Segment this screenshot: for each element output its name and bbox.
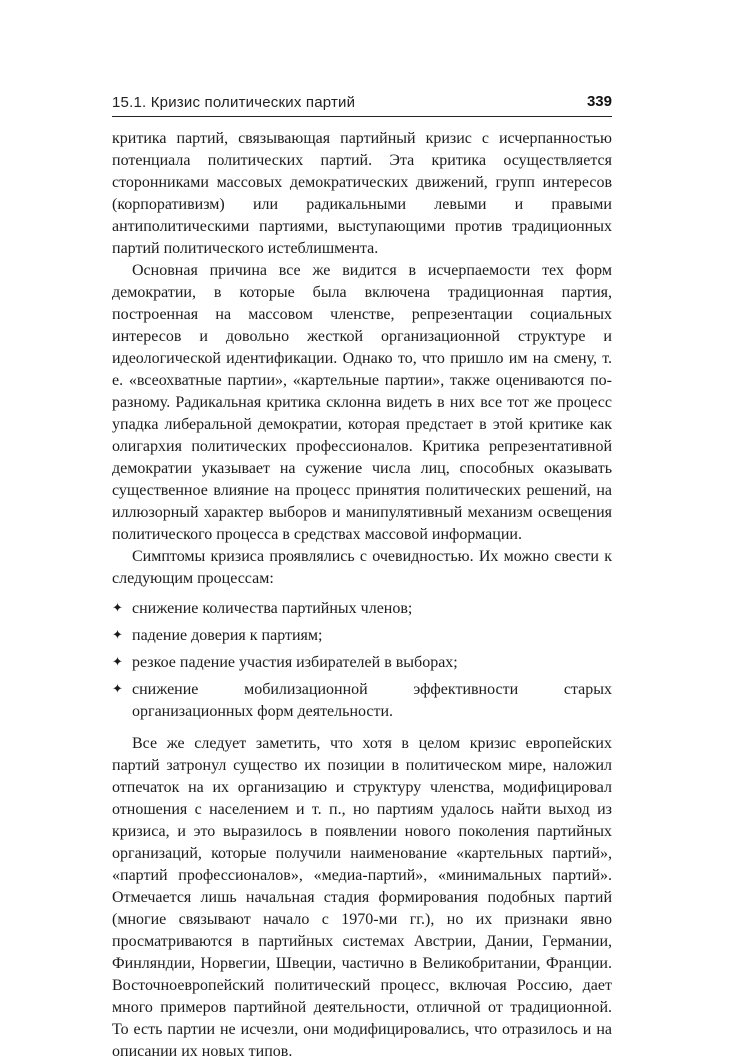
page-body: [112, 128, 612, 1063]
paragraph: Все же следует заметить, что хотя в целом кризис европейских партий затронул существо их позиции в политическом мире, наложил отпечаток на их организацию и структуру членства, модифицировал отношения с населением и т. п., но партиям удалось найти выход из кризиса, и это выразилось в появлении нового поколения партийных организаций, которые получили наименование «картельных партий», «партий профессионалов», «медиа-партий», «минимальных партий». Отмечается лишь начальная стадия формирования подобных партий (многие связывают начало с 1970-ми гг.), но их признаки явно просматриваются в партийных системах Австрии, Дании, Германии, Финляндии, Норвегии, Швеции, частично в Великобритании, Франции. Восточноевропейский политический процесс, включая Россию, дает много примеров партийной деятельности, отличной от традиционной. То есть партии не исчезли, они модифицировались, что отразилось и на описании их новых типов.: [112, 735, 612, 1060]
star-bullet-icon: ✦: [112, 655, 123, 670]
list-item-text: снижение мобилизационной эффективности старых организационных форм деятельности.: [132, 681, 612, 720]
list-item: [112, 598, 612, 620]
page-number: 339: [586, 93, 612, 110]
list-item-text: резкое падение участия избирателей в выборах;: [132, 654, 458, 671]
star-bullet-icon: ✦: [112, 601, 123, 616]
star-bullet-icon: ✦: [112, 628, 123, 643]
paragraph: Основная причина все же видится в исчерпаемости тех форм демократии, в которые была включена традиционная партия, построенная на массовом членстве, репрезентации социальных интересов и довольно жесткой организационной структуре и идеологической идентификации. Однако то, что пришло им на смену, т. е. «всеохватные партии», «картельные партии», также оцениваются по-разному. Радикальная критика склонна видеть в них все тот же процесс упадка либеральной демократии, которая предстает в этой критике как олигархия политических профессионалов. Критика репрезентативной демократии указывает на сужение числа лиц, способных оказывать существенное влияние на процесс принятия политических решений, на иллюзорный характер выборов и манипулятивный механизм освещения политического процесса в средствах массовой информации.: [112, 262, 612, 543]
list-item: [112, 652, 612, 674]
list-item-text: падение доверия к партиям;: [132, 627, 323, 644]
running-header: [112, 94, 612, 114]
paragraph: критика партий, связывающая партийный кризис с исчерпанностью потенциала политических партий. Эта критика осуществляется сторонниками массовых демократических движений, групп интересов (корпоративизм) или радикальными левыми и правыми антиполитическими партиями, выступающими против традиционных партий политического истеблишмента.: [112, 130, 612, 257]
list-item: [112, 625, 612, 647]
list-item-text: снижение количества партийных членов;: [132, 600, 413, 617]
section-title: 15.1. Кризис политических партий: [112, 94, 356, 111]
symptom-list: [112, 598, 612, 723]
list-item: [112, 679, 612, 723]
star-bullet-icon: ✦: [112, 682, 123, 697]
paragraph: Симптомы кризиса проявлялись с очевидностью. Их можно свести к следующим процессам:: [112, 548, 612, 587]
header-rule: [112, 116, 612, 117]
